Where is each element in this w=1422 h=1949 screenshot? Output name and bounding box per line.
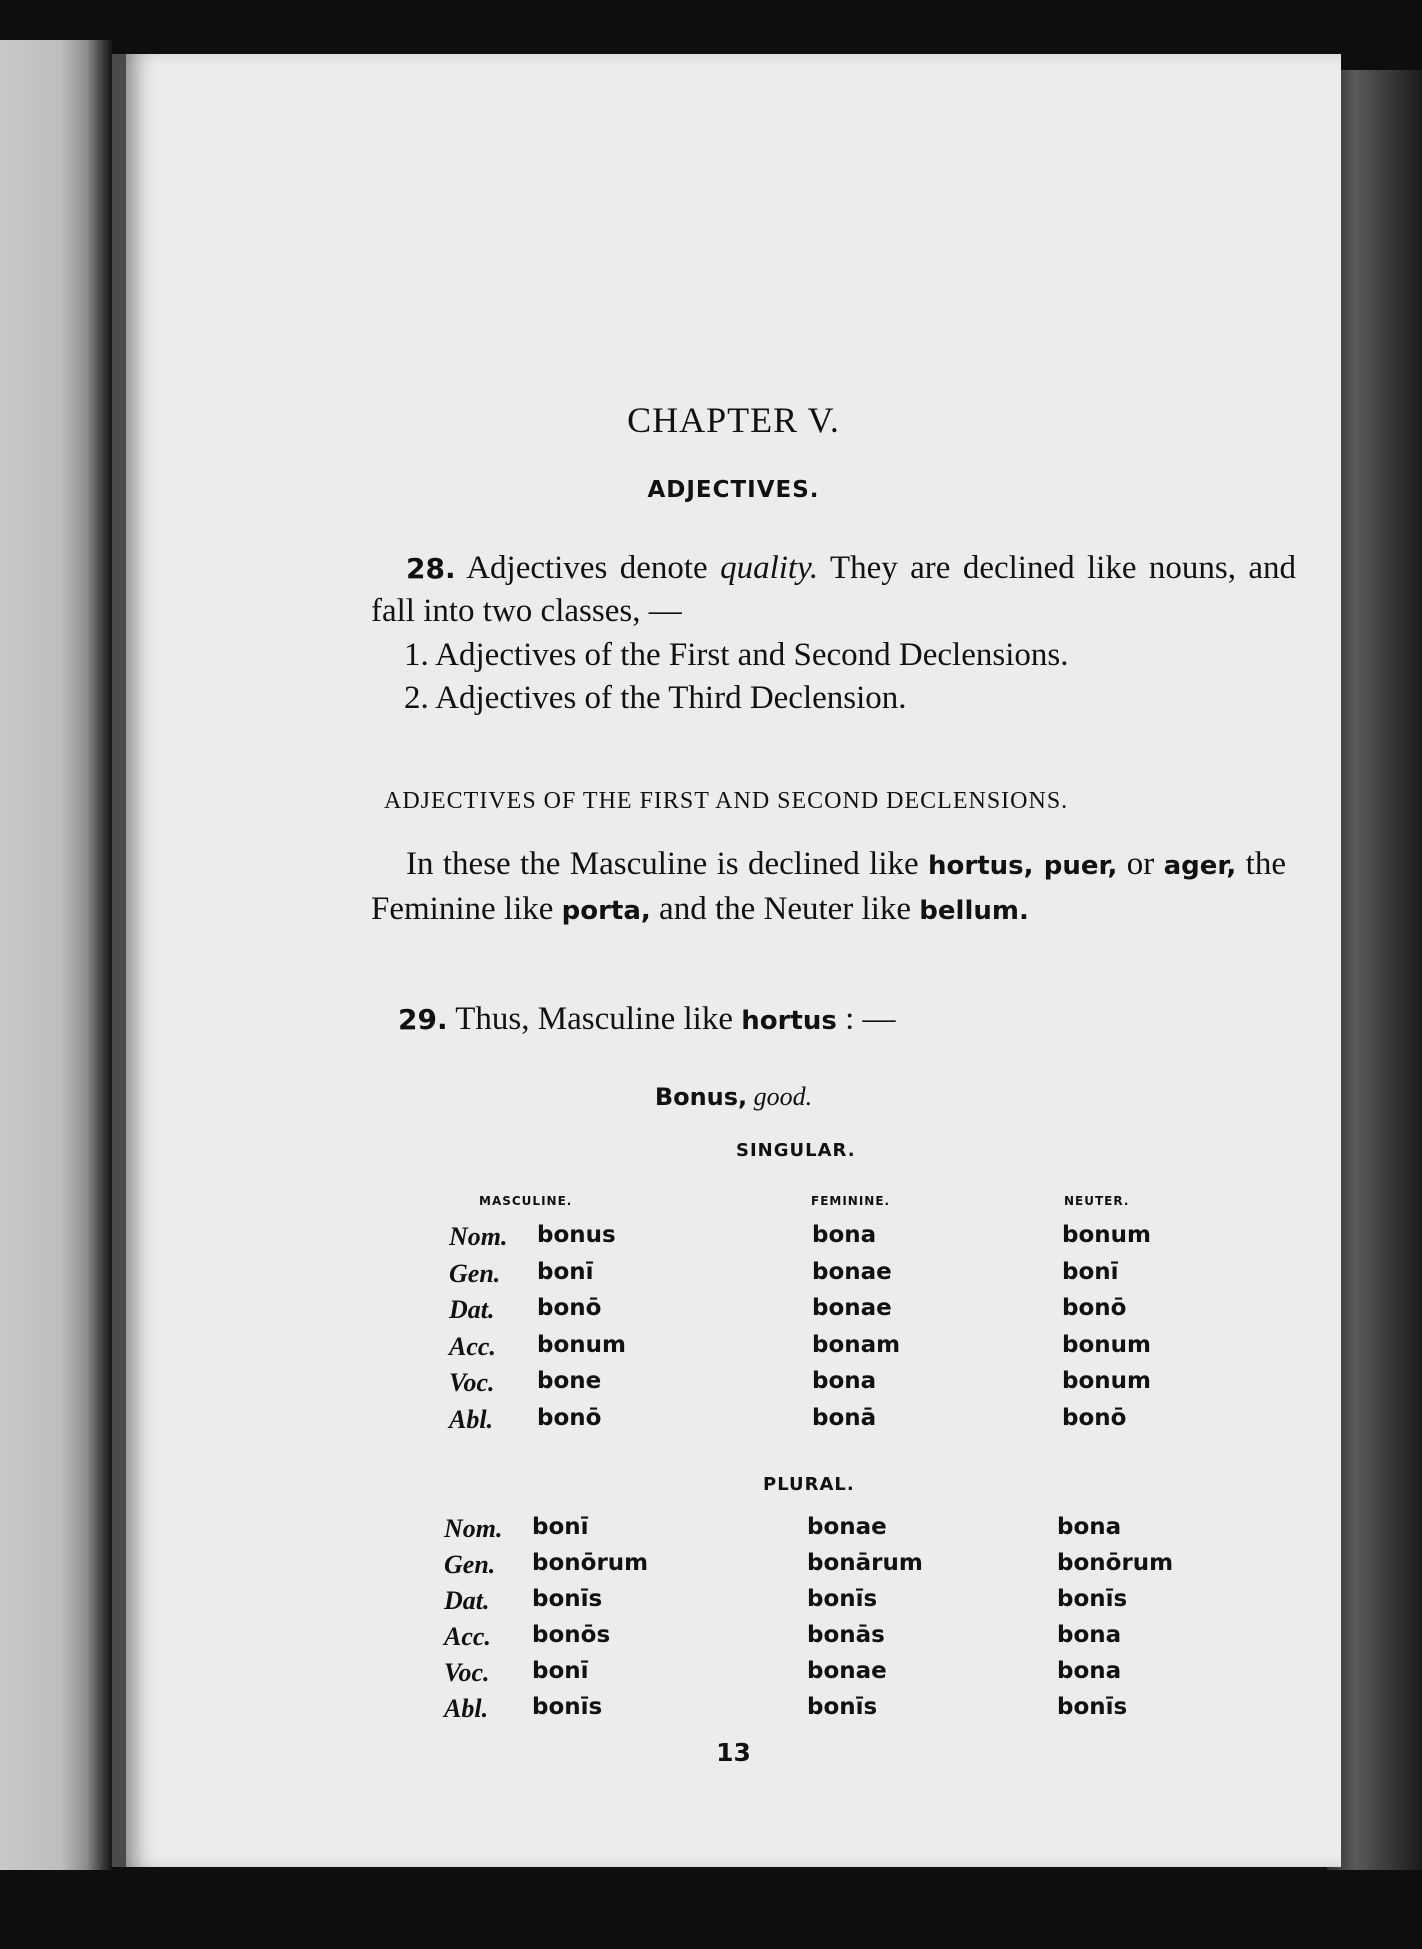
case-label: Acc.: [444, 1622, 491, 1651]
case-label: Dat.: [444, 1586, 490, 1615]
neuter-form: bonī: [1062, 1258, 1119, 1285]
feminine-form: bonae: [812, 1258, 892, 1285]
list-item: 2. Adjectives of the Third Declension.: [404, 680, 907, 716]
paragraph-28: [371, 547, 1296, 633]
gender-header-neuter: NEUTER.: [1064, 1194, 1130, 1208]
singular-label: SINGULAR.: [736, 1140, 856, 1161]
book-page: [112, 54, 1341, 1867]
feminine-form: bona: [812, 1368, 877, 1394]
neuter-form: bona: [1057, 1514, 1122, 1540]
neuter-form: bonum: [1062, 1368, 1151, 1394]
section-title: ADJECTIVES.: [647, 477, 820, 503]
feminine-form: bonae: [807, 1658, 887, 1684]
masculine-form: bonus: [537, 1222, 616, 1248]
masculine-form: bonum: [537, 1331, 626, 1358]
feminine-form: bonam: [812, 1331, 901, 1358]
masculine-form: bonō: [537, 1295, 602, 1321]
masculine-form: bonōs: [532, 1622, 611, 1648]
case-label: Dat.: [449, 1295, 495, 1324]
masculine-form: bonī: [532, 1658, 589, 1684]
case-label: Nom.: [444, 1514, 503, 1543]
case-label: Gen.: [449, 1258, 501, 1288]
neuter-form: bona: [1057, 1658, 1122, 1684]
case-label: Abl.: [444, 1694, 489, 1723]
neuter-form: bonō: [1062, 1404, 1127, 1431]
bold-term: hortus, puer,: [928, 851, 1118, 881]
feminine-form: bona: [812, 1222, 877, 1248]
book-edge: [1327, 70, 1422, 1870]
masculine-form: bonī: [532, 1514, 589, 1540]
feminine-form: bonīs: [807, 1694, 878, 1720]
chapter-title: CHAPTER V.: [627, 400, 840, 440]
emphasis-text: quality.: [720, 550, 819, 586]
case-label: Voc.: [444, 1658, 490, 1687]
feminine-form: bonae: [812, 1295, 892, 1321]
bold-term: hortus: [741, 1006, 837, 1036]
table-title: [126, 1082, 1341, 1112]
neuter-form: bonum: [1062, 1222, 1151, 1248]
feminine-form: bonās: [807, 1622, 885, 1648]
subheading: ADJECTIVES OF THE FIRST AND SECOND DECLENSIONS.: [384, 788, 1069, 814]
gender-header-masculine: MASCULINE.: [479, 1194, 573, 1208]
feminine-form: bonīs: [807, 1586, 878, 1612]
intro-paragraph: In these the Masculine is declined like hortus, puer, or ager, the Feminine like porta, and the Neuter like bellum.: [371, 846, 1286, 927]
neuter-form: bonīs: [1057, 1586, 1128, 1612]
neuter-form: bonō: [1062, 1295, 1127, 1321]
feminine-form: bonārum: [807, 1550, 923, 1576]
masculine-form: bone: [537, 1368, 602, 1394]
bold-term: porta,: [561, 896, 651, 926]
paragraph-text: They are declined like nouns, and fall into two classes, —: [371, 550, 1296, 629]
gender-header-feminine: FEMININE.: [811, 1194, 891, 1208]
paragraph-29: 29. Thus, Masculine like hortus : —: [398, 1001, 896, 1037]
plural-label: PLURAL.: [763, 1474, 855, 1495]
table-title-word: Bonus,: [654, 1083, 748, 1111]
page-number: 13: [716, 1738, 751, 1767]
masculine-form: bonīs: [532, 1586, 603, 1612]
masculine-form: bonīs: [532, 1694, 603, 1720]
case-label: Abl.: [449, 1404, 494, 1434]
bold-term: ager,: [1163, 851, 1237, 881]
case-label: Nom.: [449, 1222, 508, 1251]
feminine-form: bonā: [812, 1404, 877, 1431]
case-label: Acc.: [449, 1331, 496, 1361]
facing-page-edge: [0, 40, 112, 1870]
bold-term: bellum.: [919, 896, 1029, 926]
paragraph-text: Adjectives denote: [466, 550, 721, 586]
paragraph-number: 29.: [398, 1003, 448, 1036]
neuter-form: bonum: [1062, 1331, 1151, 1358]
masculine-form: bonōrum: [532, 1550, 649, 1576]
feminine-form: bonae: [807, 1514, 887, 1540]
neuter-form: bonōrum: [1057, 1550, 1174, 1576]
paragraph-number: 28.: [406, 552, 456, 585]
neuter-form: bonīs: [1057, 1694, 1128, 1720]
masculine-form: bonī: [537, 1258, 594, 1285]
table-title-gloss: good.: [753, 1082, 813, 1111]
case-label: Gen.: [444, 1550, 496, 1579]
list-item: 1. Adjectives of the First and Second Declensions.: [404, 637, 1069, 673]
case-label: Voc.: [449, 1368, 495, 1397]
neuter-form: bona: [1057, 1622, 1122, 1648]
masculine-form: bonō: [537, 1404, 602, 1431]
